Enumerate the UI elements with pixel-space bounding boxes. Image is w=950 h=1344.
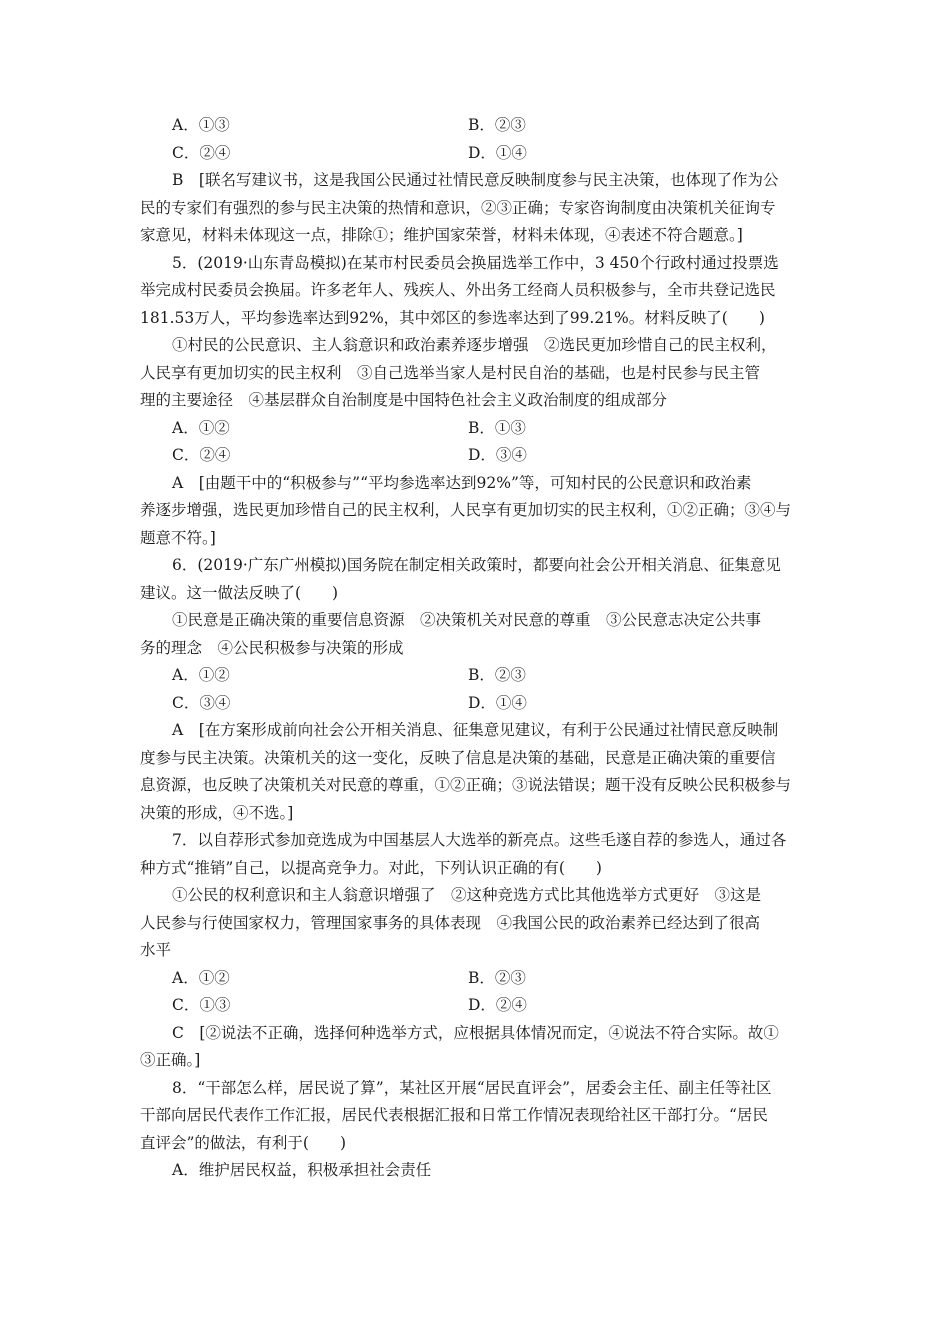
answer-line: B [联名写建议书，这是我国公民通过社情民意反映制度参与民主决策，也体现了作为公 xyxy=(172,171,779,189)
statement-line: 务的理念 ④公民积极参与决策的形成 xyxy=(140,638,404,657)
question-stem: 5．(2019·山东青岛模拟)在某市村民委员会换届选举工作中，3 450个行政村通过投票选 xyxy=(172,253,779,272)
question-stem: 举完成村民委员会换届。许多老年人、残疾人、外出务工经商人员积极参与，全市共登记选民 xyxy=(140,281,776,299)
option-row xyxy=(0,662,950,690)
option-b: B．②③ xyxy=(468,666,526,684)
question-stem: 7．以自荐形式参加竞选成为中国基层人大选举的新亮点。这些毛遂自荐的参选人，通过各 xyxy=(172,831,787,849)
option-a: A．①② xyxy=(172,968,230,987)
option-a: A．①② xyxy=(172,666,230,684)
option-b: B．①③ xyxy=(468,418,526,437)
option-row xyxy=(0,690,950,718)
option-row xyxy=(0,442,950,470)
answer-line: A [在方案形成前向社会公开相关消息、征集意见建议，有利于公民通过社情民意反映制 xyxy=(172,721,779,739)
option-a: A．①③ xyxy=(172,116,230,134)
question-stem: 建议。这一做法反映了( ) xyxy=(140,583,339,602)
statement-line: ①村民的公民意识、主人翁意识和政治素养逐步增强 ②选民更加珍惜自己的民主权利， xyxy=(172,336,777,354)
answer-line: 养逐步增强，选民更加珍惜自己的民主权利，人民享有更加切实的民主权利，①②正确；③④与 xyxy=(140,501,792,519)
option-d: D．①④ xyxy=(468,143,527,162)
option-c: C．②④ xyxy=(172,446,231,464)
option-c: C．②④ xyxy=(172,143,231,162)
answer-line: A [由题干中的“积极参与”“平均参选率达到92%”等，可知村民的公民意识和政治素 xyxy=(172,473,752,492)
document-page xyxy=(0,112,950,1185)
answer-line: 息资源，也反映了决策机关对民意的尊重，①②正确；③说法错误；题干没有反映公民积极参与 xyxy=(140,776,792,794)
answer-line: 题意不符。] xyxy=(140,528,216,547)
question-stem: 直评会”的做法，有利于( ) xyxy=(140,1133,347,1152)
statement-line: 理的主要途径 ④基层群众自治制度是中国特色社会主义政治制度的组成部分 xyxy=(140,391,668,409)
option-d: D．③④ xyxy=(468,446,527,464)
answer-line: 决策的形成，④不选。] xyxy=(140,803,294,822)
question-stem: 8．“干部怎么样，居民说了算”，某社区开展“居民直评会”，居委会主任、副主任等社区 xyxy=(172,1078,772,1097)
option-c: C．①③ xyxy=(172,996,231,1014)
option-b: B．②③ xyxy=(468,968,526,987)
statement-line: ①民意是正确决策的重要信息资源 ②决策机关对民意的尊重 ③公民意志决定公共事 xyxy=(172,611,762,629)
option-d: D．②④ xyxy=(468,996,527,1014)
question-stem: 种方式“推销”自己，以提高竞争力。对此，下列认识正确的有( ) xyxy=(140,858,602,877)
statement-line: 人民参与行使国家权力，管理国家事务的具体表现 ④我国公民的政治素养已经达到了很高 xyxy=(140,913,761,932)
question-stem: 6．(2019·广东广州模拟)国务院在制定相关政策时，都要向社会公开相关消息、征集意见 xyxy=(172,556,781,574)
statement-line: 水平 xyxy=(140,941,172,959)
option-row xyxy=(0,965,950,993)
option-b: B．②③ xyxy=(468,116,526,134)
answer-line: 度参与民主决策。决策机关的这一变化，反映了信息是决策的基础，民意是正确决策的重要信 xyxy=(140,748,776,767)
option-a: A．①② xyxy=(172,418,230,437)
option-row xyxy=(0,415,950,443)
answer-line: 家意见，材料未体现这一点，排除①；维护国家荣誉，材料未体现，④表述不符合题意。] xyxy=(140,226,743,244)
answer-line: ③正确。] xyxy=(140,1051,201,1069)
option-row xyxy=(0,992,950,1020)
answer-line: 民的专家们有强烈的参与民主决策的热情和意识，②③正确；专家咨询制度由决策机关征询专 xyxy=(140,198,776,217)
question-stem: 干部向居民代表作工作汇报，居民代表根据汇报和日常工作情况表现给社区干部打分。“居民 xyxy=(140,1106,768,1124)
option-c: C．③④ xyxy=(172,693,231,712)
option-a: A．维护居民权益，积极承担社会责任 xyxy=(172,1161,432,1179)
statement-line: ①公民的权利意识和主人翁意识增强了 ②这种竞选方式比其他选举方式更好 ③这是 xyxy=(172,886,762,904)
option-row xyxy=(0,112,950,140)
question-stem: 181.53万人，平均参选率达到92%，其中郊区的参选率达到了99.21%。材料反映了( ) xyxy=(140,308,765,327)
statement-line: 人民享有更加切实的民主权利 ③自己选举当家人是村民自治的基础，也是村民参与民主管 xyxy=(140,363,761,382)
option-d: D．①④ xyxy=(468,693,527,712)
option-row xyxy=(0,140,950,168)
answer-line: C [②说法不正确，选择何种选举方式，应根据具体情况而定，④说法不符合实际。故① xyxy=(172,1023,779,1042)
